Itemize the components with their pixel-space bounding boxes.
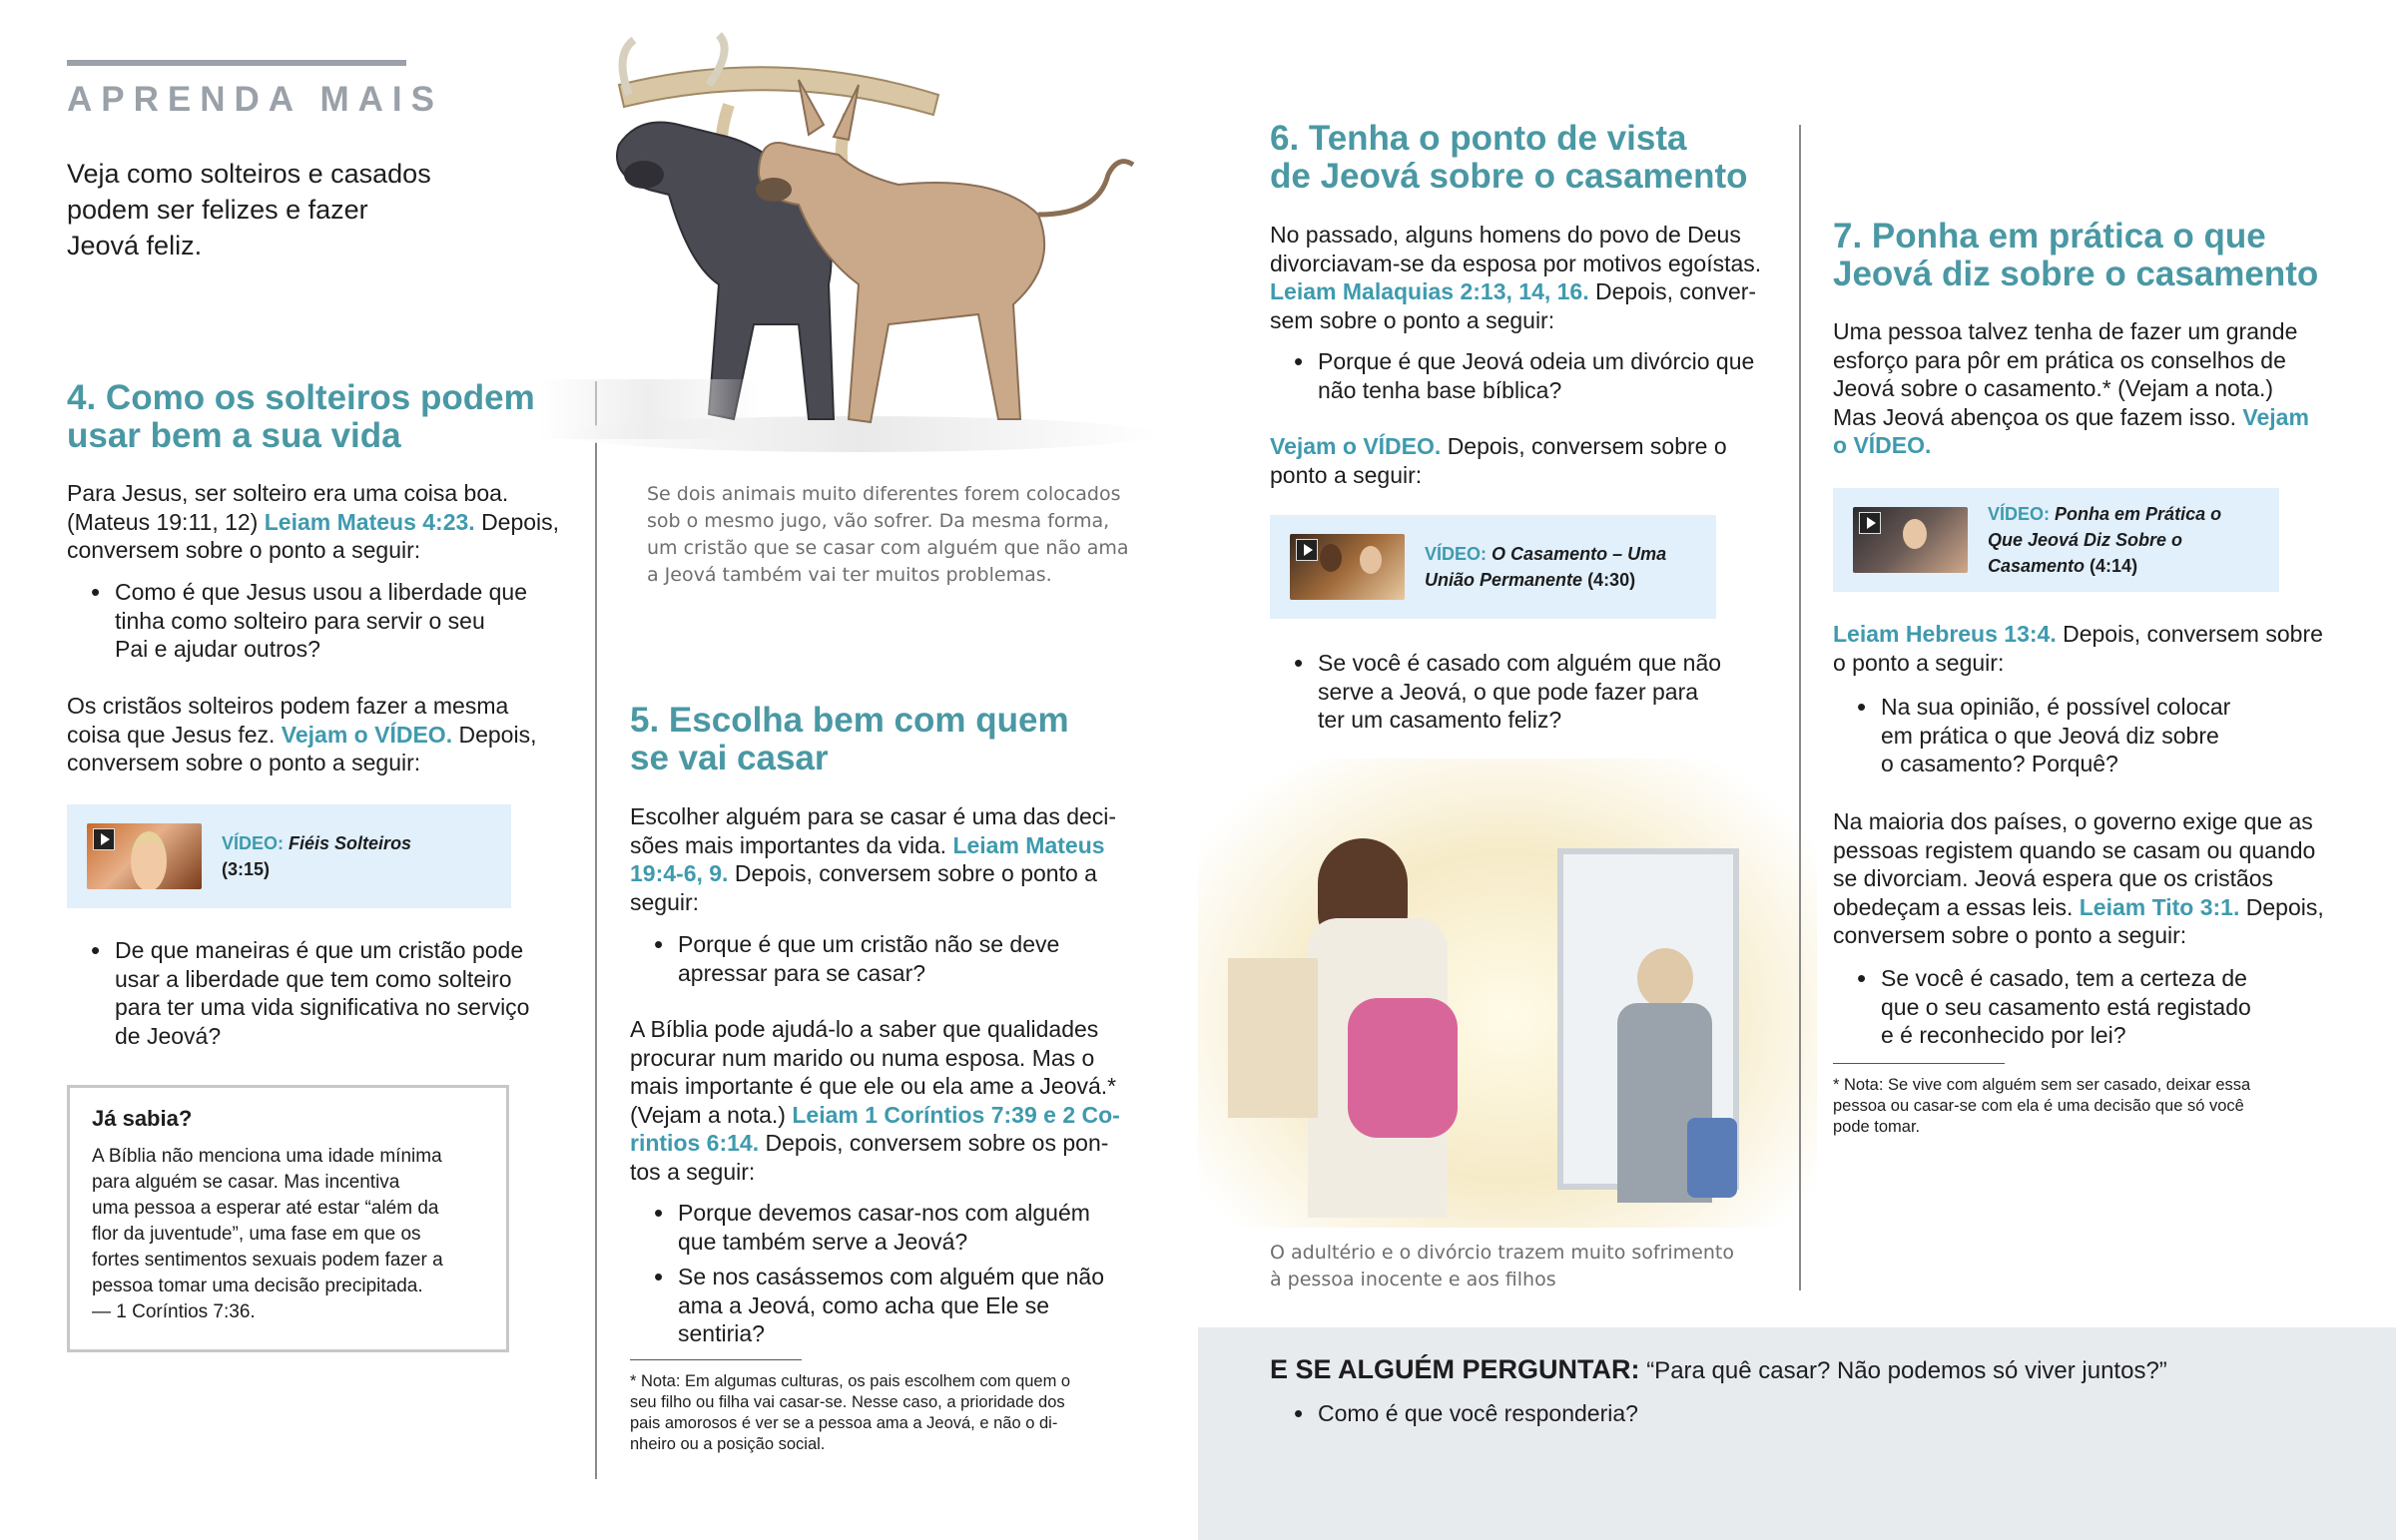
section-6-heading: 6. Tenha o ponto de vista de Jeová sobre o casamento: [1270, 119, 1748, 196]
section-5-intro: Escolher alguém para se casar é uma das deci- sões mais importantes da vida. Leiam Mateus 19:4-6, 9. Depois, conversem sobre o ponto a seguir:: [630, 803, 1117, 915]
link-mateus-19-cont[interactable]: 19:4-6, 9.: [630, 860, 729, 886]
play-icon: [93, 828, 115, 850]
section-7-footnote: * Nota: Se vive com alguém sem ser casado, deixar essa pessoa ou casar-se com ela é uma decisão que só você pode tomar.: [1833, 1076, 2251, 1136]
grass-shadow: [539, 379, 759, 439]
play-icon: [1859, 512, 1881, 534]
did-you-know-box: Já sabia? A Bíblia não menciona uma idade mínima para alguém se casar. Mas incentiva uma pessoa a esperar até estar “além da flor da juventude”, uma fase em que os fortes sentimentos sexuais podem fazer a pessoa tomar uma decisão precipitada. — 1 Coríntios 7:36.: [67, 1085, 509, 1352]
did-you-know-title: Já sabia?: [92, 1106, 193, 1131]
section-6-question-1: • Porque é que Jeová odeia um divórcio que não tenha base bíblica?: [1270, 347, 1789, 404]
link-video-solteiros[interactable]: Vejam o VÍDEO.: [281, 721, 453, 748]
ask-question: • Como é que você responderia?: [1270, 1399, 1869, 1428]
section-4-question-2: • De que maneiras é que um cristão pode usar a liberdade que tem como solteiro para ter uma vida significativa no serviço de Jeová?: [67, 936, 586, 1050]
section-4-heading: 4. Como os solteiros podem usar bem a sua vida: [67, 378, 535, 455]
link-hebreus[interactable]: Leiam Hebreus 13:4.: [1833, 621, 2057, 647]
link-mateus-4-23[interactable]: Leiam Mateus 4:23.: [264, 508, 475, 535]
section-5-para-2: A Bíblia pode ajudá-lo a saber que qualidades procurar num marido ou numa esposa. Mas o mais importante é que ele ou ela ame a Jeová.* (Vejam a nota.) Leiam 1 Coríntios 7:39 e 2 Co- rintios 6:14. Depois, conversem sobre os pon- tos a seguir:: [630, 1016, 1120, 1185]
section-7-heading: 7. Ponha em prática o que Jeová diz sobre o casamento: [1833, 217, 2319, 293]
ox-caption: Se dois animais muito diferentes forem colocados sob o mesmo jugo, vão sofrer. Da mesma forma, um cristão que se casar com alguém que não ama a Jeová também vai ter muitos problemas.: [647, 483, 1129, 586]
section-5-question-1: • Porque é que um cristão não se deve apressar para se casar?: [630, 930, 1149, 987]
ask-heading: E SE ALGUÉM PERGUNTAR: “Para quê casar? Não podemos só viver juntos?”: [1270, 1354, 2167, 1384]
section-5-footnote: * Nota: Em algumas culturas, os pais escolhem com quem o seu filho ou filha vai casar-se. Nesse caso, a prioridade dos pais amorosos é ver se a pessoa ama a Jeová, e não o di- nheiro ou a posição social.: [630, 1372, 1071, 1453]
divorce-illustration: [1198, 759, 1817, 1228]
section-6-question-2: • Se você é casado com alguém que não serve a Jeová, o que pode fazer para ter um casamento feliz?: [1270, 649, 1789, 735]
section-7-question-1: • Na sua opinião, é possível colocar em prática o que Jeová diz sobre o casamento? Porquê?: [1833, 693, 2352, 778]
link-malaquias[interactable]: Leiam Malaquias 2:13, 14, 16.: [1270, 278, 1589, 304]
section-7-para-3: Na maioria dos países, o governo exige que as pessoas registem quando se casam ou quando se divorciam. Jeová espera que os cristãos obedeçam a essas leis. Leiam Tito 3:1. Depois, conversem sobre o ponto a seguir:: [1833, 808, 2324, 948]
link-video-pratica[interactable]: Vejam: [2242, 403, 2309, 430]
divorce-caption: O adultério e o divórcio trazem muito sofrimento à pessoa inocente e aos filhos: [1270, 1242, 1734, 1290]
section-5-questions: • Porque devemos casar-nos com alguém que também serve a Jeová? • Se nos casássemos com alguém que não ama a Jeová, como acha que Ele se sentiria?: [630, 1199, 1149, 1348]
note-separator-5: [630, 1359, 802, 1360]
section-4-question-1: • Como é que Jesus usou a liberdade que tinha como solteiro para servir o seu Pai e ajudar outros?: [67, 578, 566, 664]
link-mateus-19[interactable]: Leiam Mateus: [952, 831, 1105, 858]
link-corintios-cont[interactable]: rintios 6:14.: [630, 1130, 760, 1156]
section-6-para-2: Vejam o VÍDEO. Depois, conversem sobre o ponto a seguir:: [1270, 433, 1727, 488]
play-icon: [1296, 539, 1318, 561]
note-separator-7: [1833, 1063, 2005, 1064]
video-ponha-em-pratica[interactable]: VÍDEO: Ponha em Prática o Que Jeová Diz Sobre o Casamento (4:14): [1833, 488, 2279, 592]
section-5-heading: 5. Escolha bem com quem se vai casar: [630, 701, 1069, 777]
intro-rule: [67, 60, 406, 66]
column-divider-1: [595, 381, 597, 1479]
video-fieis-solteiros[interactable]: VÍDEO: Fiéis Solteiros (3:15): [67, 804, 511, 908]
video-thumbnail: [1290, 534, 1405, 600]
kicker: APRENDA MAIS: [67, 80, 443, 119]
link-video-pratica-cont[interactable]: o VÍDEO.: [1833, 432, 1932, 458]
section-7-para-2: Leiam Hebreus 13:4. Depois, conversem sobre o ponto a seguir:: [1833, 621, 2323, 676]
section-4-para-2: Os cristãos solteiros podem fazer a mesma coisa que Jesus fez. Vejam o VÍDEO. Depois, conversem sobre o ponto a seguir:: [67, 693, 537, 775]
section-4-intro: Para Jesus, ser solteiro era uma coisa boa. (Mateus 19:11, 12) Leiam Mateus 4:23. Depois, conversem sobre o ponto a seguir:: [67, 480, 560, 563]
video-casamento-uniao-permanente[interactable]: VÍDEO: O Casamento – Uma União Permanente (4:30): [1270, 515, 1716, 619]
video-thumbnail: [87, 823, 202, 889]
link-corintios[interactable]: Leiam 1 Coríntios 7:39 e 2 Co-: [792, 1101, 1120, 1128]
link-tito[interactable]: Leiam Tito 3:1.: [2079, 893, 2240, 920]
link-video-casamento[interactable]: Vejam o VÍDEO.: [1270, 433, 1442, 459]
video-thumbnail: [1853, 507, 1968, 573]
column-divider-2: [1799, 125, 1801, 1290]
intro-text: Veja como solteiros e casados podem ser felizes e fazer Jeová feliz.: [67, 159, 431, 260]
section-7-question-2: • Se você é casado, tem a certeza de que o seu casamento está registado e é reconhecido por lei?: [1833, 964, 2352, 1050]
section-6-intro: No passado, alguns homens do povo de Deus divorciavam-se da esposa por motivos egoístas. Leiam Malaquias 2:13, 14, 16. Depois, conver- sem sobre o ponto a seguir:: [1270, 222, 1762, 333]
section-7-intro: Uma pessoa talvez tenha de fazer um grande esforço para pôr em prática os conselhos de Jeová sobre o casamento.* (Vejam a nota.) Mas Jeová abençoa os que fazem isso. Vejam o VÍDEO.: [1833, 318, 2309, 458]
